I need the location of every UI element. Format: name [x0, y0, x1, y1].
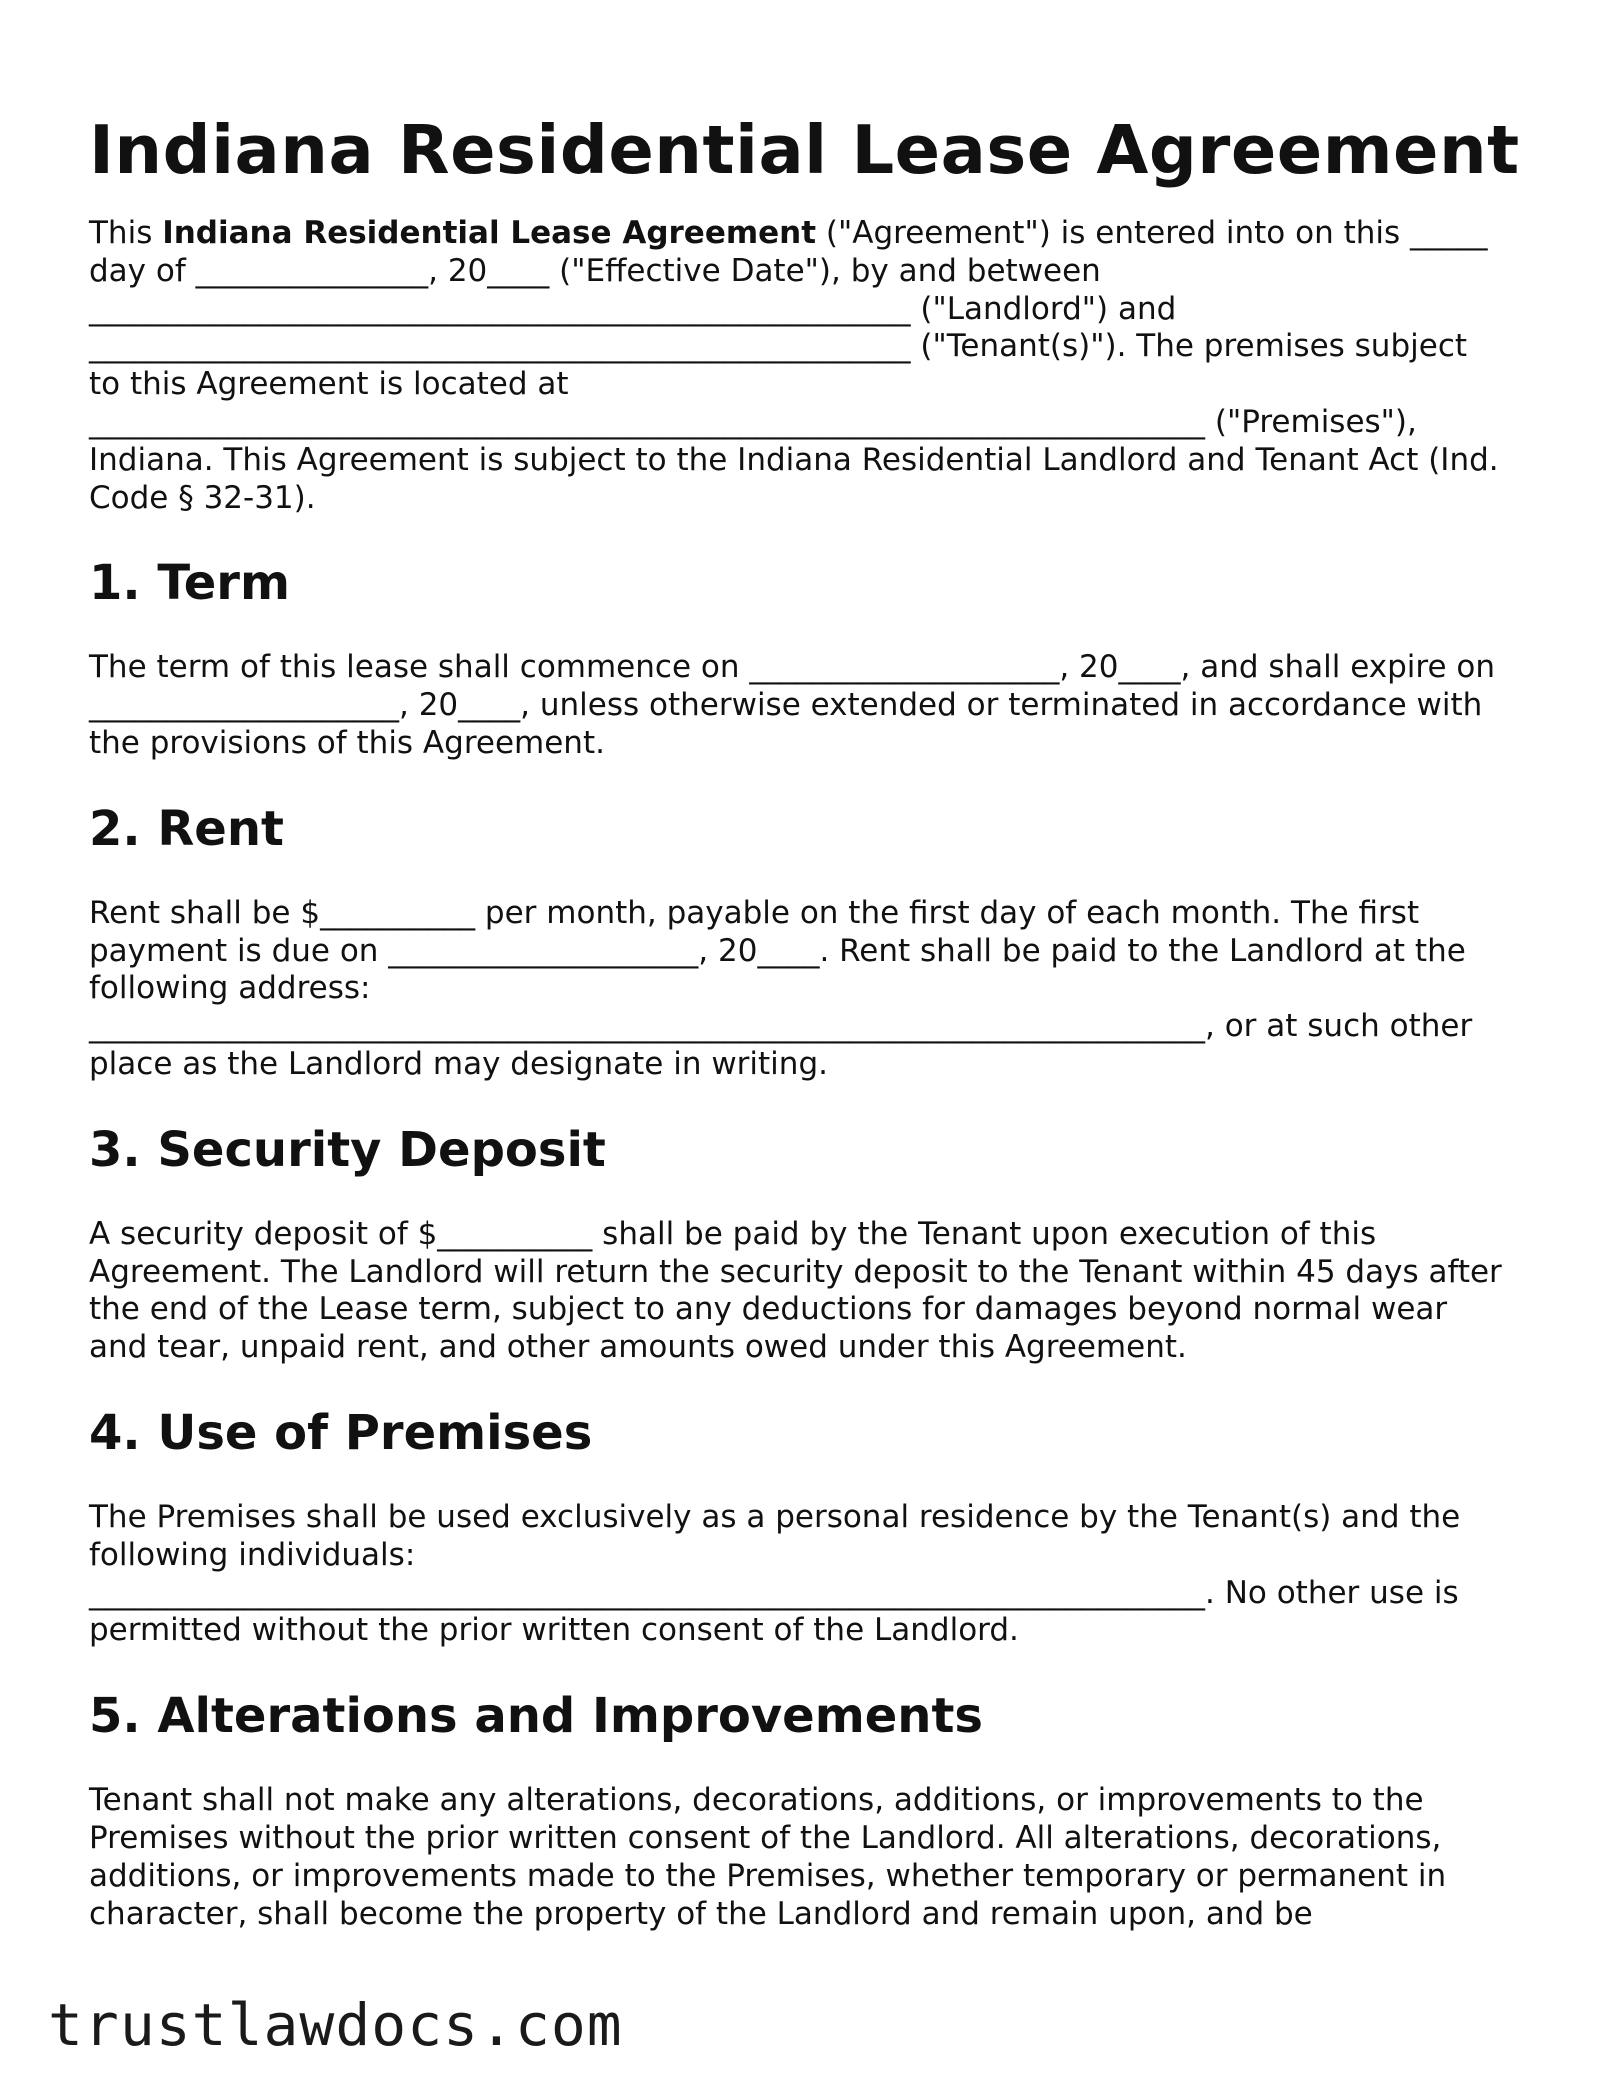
section-heading-term: 1. Term: [89, 555, 290, 612]
intro-lead: This: [89, 215, 163, 251]
document-content: [89, 105, 1549, 1933]
section-body-term: The term of this lease shall commence on ____________________, 20____, and shall expire on ____________________, 20____, unless otherwise extended or terminated in accordance with the provisions of this Agreement.: [89, 649, 1496, 761]
section-heading-use-of-premises: 4. Use of Premises: [89, 1404, 593, 1461]
section-body-security-deposit: A security deposit of $__________ shall be paid by the Tenant upon execution of this Agreement. The Landlord will return the security deposit to the Tenant within 45 days after the end of the Lease term, subject to any deductions for damages beyond normal wear and tear, unpaid rent, and other amounts owed under this Agreement.: [89, 1215, 1502, 1366]
document-title: Indiana Residential Lease Agreement: [89, 111, 1520, 189]
intro-bold-title: Indiana Residential Lease Agreement: [162, 215, 817, 251]
section-body-use-of-premises: The Premises shall be used exclusively as a personal residence by the Tenant(s) and the following individuals: ________________________________________________________________________. No other use is permitted without the prior written consent of the Landlord.: [89, 1498, 1461, 1649]
section-body-alterations: Tenant shall not make any alterations, decorations, additions, or improvements to the Premises without the prior written consent of the Landlord. All alterations, decorations, additions, or improvements made to the Premises, whether temporary or permanent in character, shall become the property of the Landlord and remain upon, and be: [89, 1782, 1447, 1932]
watermark-footer: trustlawdocs.com: [48, 1991, 623, 2059]
section-heading-security-deposit: 3. Security Deposit: [89, 1121, 606, 1178]
intro-paragraph: [89, 215, 1549, 517]
intro-rest: ("Agreement") is entered into on this _____ day of _______________, 20____ ("Effective Date"), by and between _____________________________________________________ ("Landlord") and _____________________________________________________ ("Tenant(s)"). The premises subject to this Agreement is located at ________________________________________________________________________ ("Premises"), Indiana. This Agreement is subject to the Indiana Residential Landlord and Tenant Act (Ind. Code § 32-31).: [89, 215, 1499, 516]
section-heading-alterations: 5. Alterations and Improvements: [89, 1688, 983, 1745]
section-heading-rent: 2. Rent: [89, 800, 284, 857]
section-body-rent: Rent shall be $__________ per month, payable on the first day of each month. The first payment is due on ____________________, 20____. Rent shall be paid to the Landlord at the following address: ________________________________________________________________________, or at such other place as the Landlord may designate in writing.: [89, 894, 1473, 1082]
